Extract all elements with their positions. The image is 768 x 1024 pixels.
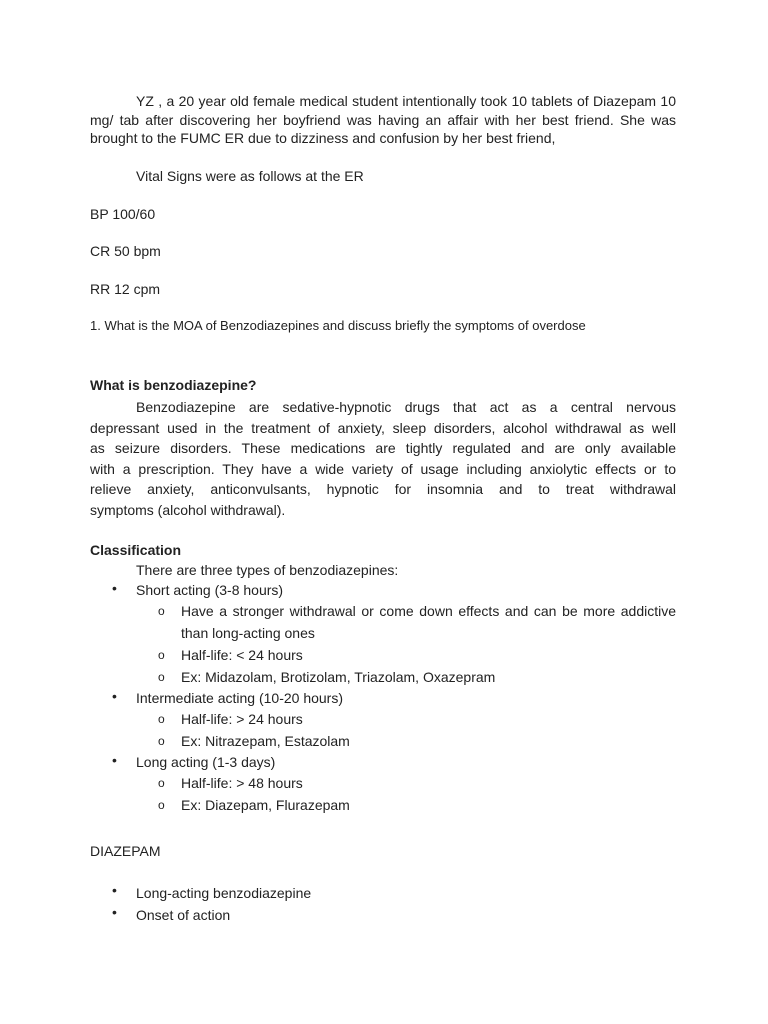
vital-rr: RR 12 cpm (90, 281, 161, 297)
circle-bullet-icon: o (158, 604, 165, 618)
bullet-icon: • (112, 904, 117, 920)
circle-bullet-icon: o (158, 798, 165, 812)
type-details (136, 600, 676, 688)
list-item (90, 904, 676, 926)
list-item (90, 580, 676, 688)
diazepam-list (90, 882, 676, 926)
bullet-icon: • (112, 580, 117, 596)
detail-text: Have a stronger withdrawal or come down effects and can be more addictive than long-acting ones (181, 603, 676, 641)
detail-text: Half-life: > 48 hours (181, 775, 303, 791)
detail-text: Ex: Midazolam, Brotizolam, Triazolam, Oxazepram (181, 669, 496, 685)
list-item (90, 882, 676, 904)
type-details (136, 772, 676, 816)
classification-heading: Classification (90, 542, 182, 558)
bullet-icon: • (112, 688, 117, 704)
circle-bullet-icon: o (158, 670, 165, 684)
benzo-paragraph-line: Benzodiazepine are sedative-hypnotic drugs that act as a central nervous (136, 399, 676, 415)
vital-bp: BP 100/60 (90, 206, 156, 222)
case-intro-line: YZ , a 20 year old female medical student intentionally took 10 tablets of Diazepam 10 (136, 93, 676, 109)
detail-text: Half-life: > 24 hours (181, 711, 303, 727)
circle-bullet-icon: o (158, 776, 165, 790)
list-item (136, 708, 676, 730)
benzo-paragraph-line: relieve anxiety, anticonvulsants, hypnotic for insomnia and to treat withdrawal (90, 481, 676, 497)
circle-bullet-icon: o (158, 648, 165, 662)
case-question: 1. What is the MOA of Benzodiazepines and discuss briefly the symptoms of overdose (90, 318, 586, 333)
diazepam-point: Onset of action (136, 907, 231, 923)
vital-cr: CR 50 bpm (90, 243, 161, 259)
detail-text: Ex: Diazepam, Flurazepam (181, 797, 350, 813)
benzo-heading: What is benzodiazepine? (90, 377, 257, 393)
circle-bullet-icon: o (158, 734, 165, 748)
benzo-paragraph (90, 397, 676, 520)
list-item (90, 752, 676, 816)
case-intro-line: brought to the FUMC ER due to dizziness and confusion by her best friend, (90, 130, 556, 146)
benzo-paragraph-line: with a prescription. They have a wide variety of usage including anxiolytic effects or to (90, 460, 676, 477)
benzo-paragraph-line: as seizure disorders. These medications are tightly regulated and are only available (90, 440, 676, 456)
list-item (90, 688, 676, 752)
bullet-icon: • (112, 882, 117, 898)
type-label: Intermediate acting (10-20 hours) (136, 690, 343, 706)
detail-text: Half-life: < 24 hours (181, 647, 303, 663)
vitals-intro: Vital Signs were as follows at the ER (136, 168, 364, 184)
classification-list (90, 580, 676, 816)
case-intro-line: mg/ tab after discovering her boyfriend was having an affair with her best friend. She was (90, 111, 676, 128)
type-details (136, 708, 676, 752)
diazepam-heading: DIAZEPAM (90, 843, 161, 859)
bullet-icon: • (112, 752, 117, 768)
list-item (136, 772, 676, 794)
benzo-paragraph-line: symptoms (alcohol withdrawal). (90, 501, 286, 518)
list-item (136, 644, 676, 666)
diazepam-point: Long-acting benzodiazepine (136, 885, 312, 901)
list-item (136, 666, 676, 688)
list-item (136, 794, 676, 816)
list-item (136, 730, 676, 752)
circle-bullet-icon: o (158, 712, 165, 726)
benzo-paragraph-line: depressant used in the treatment of anxiety, sleep disorders, alcohol withdrawal as well (90, 419, 676, 436)
type-label: Long acting (1-3 days) (136, 754, 276, 770)
type-label: Short acting (3-8 hours) (136, 582, 284, 598)
classification-intro: There are three types of benzodiazepines: (136, 562, 399, 578)
detail-text: Ex: Nitrazepam, Estazolam (181, 733, 350, 749)
case-intro-paragraph (90, 92, 676, 148)
list-item (136, 600, 676, 644)
